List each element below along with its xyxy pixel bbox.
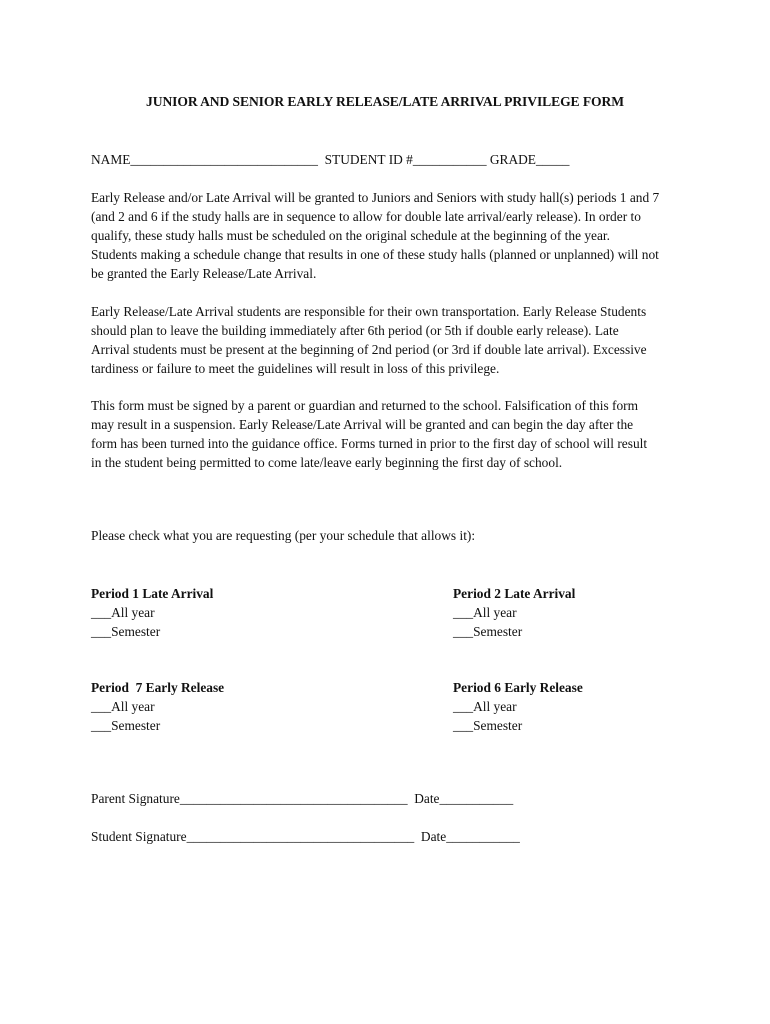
period-7-early-release-group [91,678,224,735]
paragraph-line: be granted the Early Release/Late Arrival. [91,266,317,281]
period-1-late-arrival-heading: Period 1 Late Arrival [91,586,214,601]
paragraph-line: in the student being permitted to come late/leave early beginning the first day of school. [91,455,563,470]
period-1-late-arrival-group [91,584,213,641]
paragraph-line: form has been turned into the guidance office. Forms turned in prior to the first day of school will result [91,436,648,451]
paragraph-line: may result in a suspension. Early Release/Late Arrival will be granted and can begin the day after the [91,417,634,432]
student-signature-line[interactable]: Student Signature__________________________________ Date___________ [91,829,520,844]
paragraph-line: (and 2 and 6 if the study halls are in sequence to allow for double late arrival/early release). In order to [91,209,641,224]
period-7-all-year-option[interactable]: ___All year [91,699,155,714]
period-2-late-arrival-group [453,584,575,641]
form-title: JUNIOR AND SENIOR EARLY RELEASE/LATE ARRIVAL PRIVILEGE FORM [146,94,624,109]
parent-signature-line[interactable]: Parent Signature__________________________________ Date___________ [91,791,514,806]
request-prompt: Please check what you are requesting (per your schedule that allows it): [91,528,476,543]
period-7-semester-option[interactable]: ___Semester [91,718,161,733]
paragraph-line: Early Release and/or Late Arrival will be granted to Juniors and Seniors with study hall(s) periods 1 and 7 [91,190,660,205]
eligibility-paragraph [91,188,691,283]
paragraph-line: Early Release/Late Arrival students are responsible for their own transportation. Early Release Students [91,304,647,319]
paragraph-line: tardiness or failure to meet the guidelines will result in loss of this privilege. [91,361,500,376]
paragraph-line: should plan to leave the building immediately after 6th period (or 5th if double early release). Late [91,323,619,338]
paragraph-line: This form must be signed by a parent or guardian and returned to the school. Falsification of this form [91,398,639,413]
period-6-all-year-option[interactable]: ___All year [453,699,517,714]
signature-requirement-paragraph [91,396,691,472]
name-id-grade-line[interactable]: NAME____________________________ STUDENT ID #___________ GRADE_____ [91,152,570,167]
period-1-all-year-option[interactable]: ___All year [91,605,155,620]
period-2-all-year-option[interactable]: ___All year [453,605,517,620]
paragraph-line: Arrival students must be present at the beginning of 2nd period (or 3rd if double late arrival). Excessive [91,342,647,357]
responsibility-paragraph [91,302,691,378]
paragraph-line: Students making a schedule change that results in one of these study halls (planned or unplanned) will not [91,247,659,262]
period-6-semester-option[interactable]: ___Semester [453,718,523,733]
period-6-early-release-heading: Period 6 Early Release [453,680,583,695]
period-2-semester-option[interactable]: ___Semester [453,624,523,639]
period-6-early-release-group [453,678,583,735]
period-7-early-release-heading: Period 7 Early Release [91,680,225,695]
period-2-late-arrival-heading: Period 2 Late Arrival [453,586,576,601]
paragraph-line: qualify, these study halls must be scheduled on the original schedule at the beginning of the year. [91,228,611,243]
period-1-semester-option[interactable]: ___Semester [91,624,161,639]
